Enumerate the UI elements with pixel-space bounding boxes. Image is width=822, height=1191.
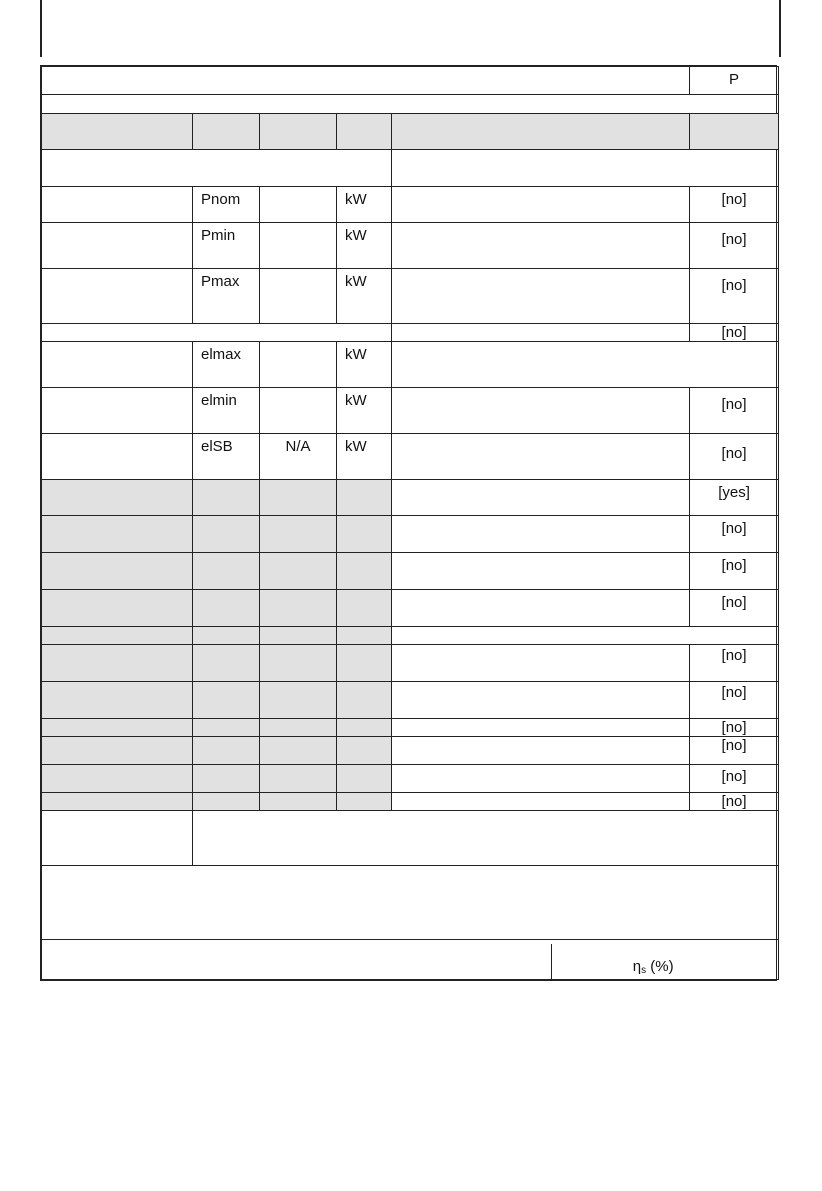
subtitle-cell — [42, 95, 779, 114]
unit-elmax: kW — [337, 342, 392, 388]
unit-elmin: kW — [337, 388, 392, 434]
eta-value — [690, 940, 779, 980]
symbol-pnom: Pnom — [193, 187, 260, 223]
column-header-row — [42, 114, 779, 150]
unit-pmin: kW — [337, 223, 392, 269]
title-cell — [42, 67, 690, 95]
unit-pnom: kW — [337, 187, 392, 223]
table-row — [42, 553, 779, 590]
table-row — [42, 765, 779, 793]
table-row — [42, 388, 779, 434]
flag-elmin: [no] — [690, 388, 779, 434]
p-label: P — [690, 67, 779, 95]
flag-g2: [no] — [690, 516, 779, 553]
table-row — [42, 627, 779, 645]
product-fiche-table — [40, 65, 777, 981]
table-row — [42, 187, 779, 223]
flag-g8: [no] — [690, 719, 779, 737]
table-row — [42, 516, 779, 553]
table-row — [42, 223, 779, 269]
table-row — [42, 324, 779, 342]
flag-pmin: [no] — [690, 223, 779, 269]
table-row — [42, 737, 779, 765]
flag-g3: [no] — [690, 553, 779, 590]
flag-pnom: [no] — [690, 187, 779, 223]
symbol-pmax: Pmax — [193, 269, 260, 324]
symbol-elsb: elSB — [193, 434, 260, 480]
table-row — [42, 719, 779, 737]
contact-row — [42, 811, 779, 866]
table-row — [42, 590, 779, 627]
eta-divider — [551, 944, 552, 980]
section-header-row — [42, 150, 779, 187]
table-row — [42, 342, 779, 388]
table-row — [42, 645, 779, 682]
table-row — [42, 434, 779, 480]
flag-elsb: [no] — [690, 434, 779, 480]
eta-label: $\eta_s$ (%) — [42, 940, 690, 980]
flag-g7: [no] — [690, 682, 779, 719]
symbol-pmin: Pmin — [193, 223, 260, 269]
unit-elsb: kW — [337, 434, 392, 480]
value-elsb: N/A — [260, 434, 337, 480]
symbol-elmax: elmax — [193, 342, 260, 388]
table-row — [42, 480, 779, 516]
table-row — [42, 682, 779, 719]
flag-g9: [no] — [690, 737, 779, 765]
unit-pmax: kW — [337, 269, 392, 324]
table-row — [42, 793, 779, 811]
flag-g10: [no] — [690, 765, 779, 793]
flag-g1: [yes] — [690, 480, 779, 516]
crop-mark-left — [40, 0, 42, 57]
symbol-elmin: elmin — [193, 388, 260, 434]
flag-g6: [no] — [690, 645, 779, 682]
flag-blank1: [no] — [690, 324, 779, 342]
flag-g4: [no] — [690, 590, 779, 627]
subtitle-row — [42, 95, 779, 114]
efficiency-row — [42, 940, 779, 980]
notes-row — [42, 866, 779, 940]
flag-pmax: [no] — [690, 269, 779, 324]
table-row — [42, 269, 779, 324]
crop-mark-right — [779, 0, 781, 57]
title-row — [42, 67, 779, 95]
flag-g11: [no] — [690, 793, 779, 811]
